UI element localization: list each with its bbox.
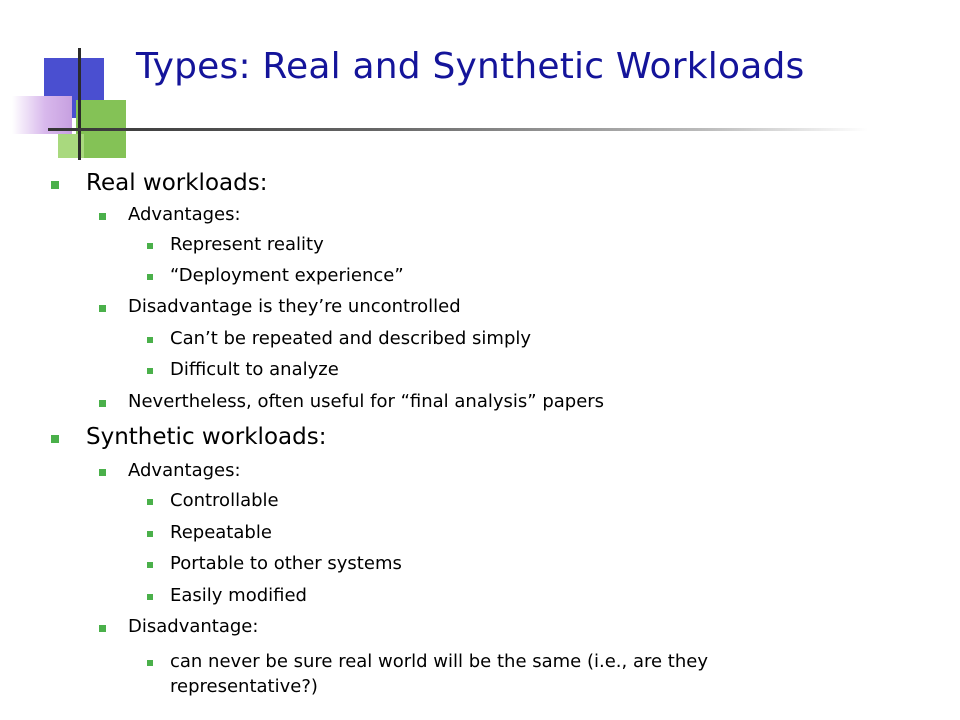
bullet-text-level-3: Difficult to analyze xyxy=(170,359,339,380)
bullet-text-level-2: Advantages: xyxy=(128,204,241,225)
bullet-text-level-3: Controllable xyxy=(170,490,279,511)
bullet-text-level-2: Nevertheless, often useful for “final analysis” papers xyxy=(128,391,605,412)
bullet-text-level-3: Repeatable xyxy=(170,522,272,543)
bullet-text-level-1: Synthetic workloads: xyxy=(86,424,327,450)
bullet-marker-level-3 xyxy=(147,337,153,343)
bullet-text-level-3: Portable to other systems xyxy=(170,553,402,574)
bullet-text-level-3: Can’t be repeated and described simply xyxy=(170,328,532,349)
bullet-text-level-1: Real workloads: xyxy=(86,170,268,196)
bullet-marker-level-2 xyxy=(99,400,106,407)
bullet-marker-level-3 xyxy=(147,660,153,666)
bullet-text-level-2: Disadvantage: xyxy=(128,616,259,637)
bullet-text-level-3: representative?) xyxy=(170,676,318,697)
bullet-marker-level-2 xyxy=(99,213,106,220)
bullet-marker-level-3 xyxy=(147,274,153,280)
bullet-text-level-2: Advantages: xyxy=(128,460,241,481)
bullet-marker-level-2 xyxy=(99,305,106,312)
bullet-marker-level-3 xyxy=(147,243,153,249)
bullet-text-level-2: Disadvantage is they’re uncontrolled xyxy=(128,296,461,317)
bullet-text-level-3: Represent reality xyxy=(170,234,324,255)
bullet-text-level-3: can never be sure real world will be the same (i.e., are they xyxy=(170,651,708,672)
bullet-marker-level-3 xyxy=(147,368,153,374)
bullet-marker-level-3 xyxy=(147,531,153,537)
bullet-marker-level-1 xyxy=(51,435,59,443)
bullet-marker-level-1 xyxy=(51,181,59,189)
bullet-text-level-3: Easily modified xyxy=(170,585,307,606)
bullet-marker-level-2 xyxy=(99,469,106,476)
bullet-marker-level-3 xyxy=(147,594,153,600)
bullet-text-level-3: “Deployment experience” xyxy=(170,265,404,286)
bullet-marker-level-3 xyxy=(147,499,153,505)
slide-title: Types: Real and Synthetic Workloads xyxy=(136,46,805,87)
bullet-marker-level-3 xyxy=(147,562,153,568)
bullet-marker-level-2 xyxy=(99,625,106,632)
